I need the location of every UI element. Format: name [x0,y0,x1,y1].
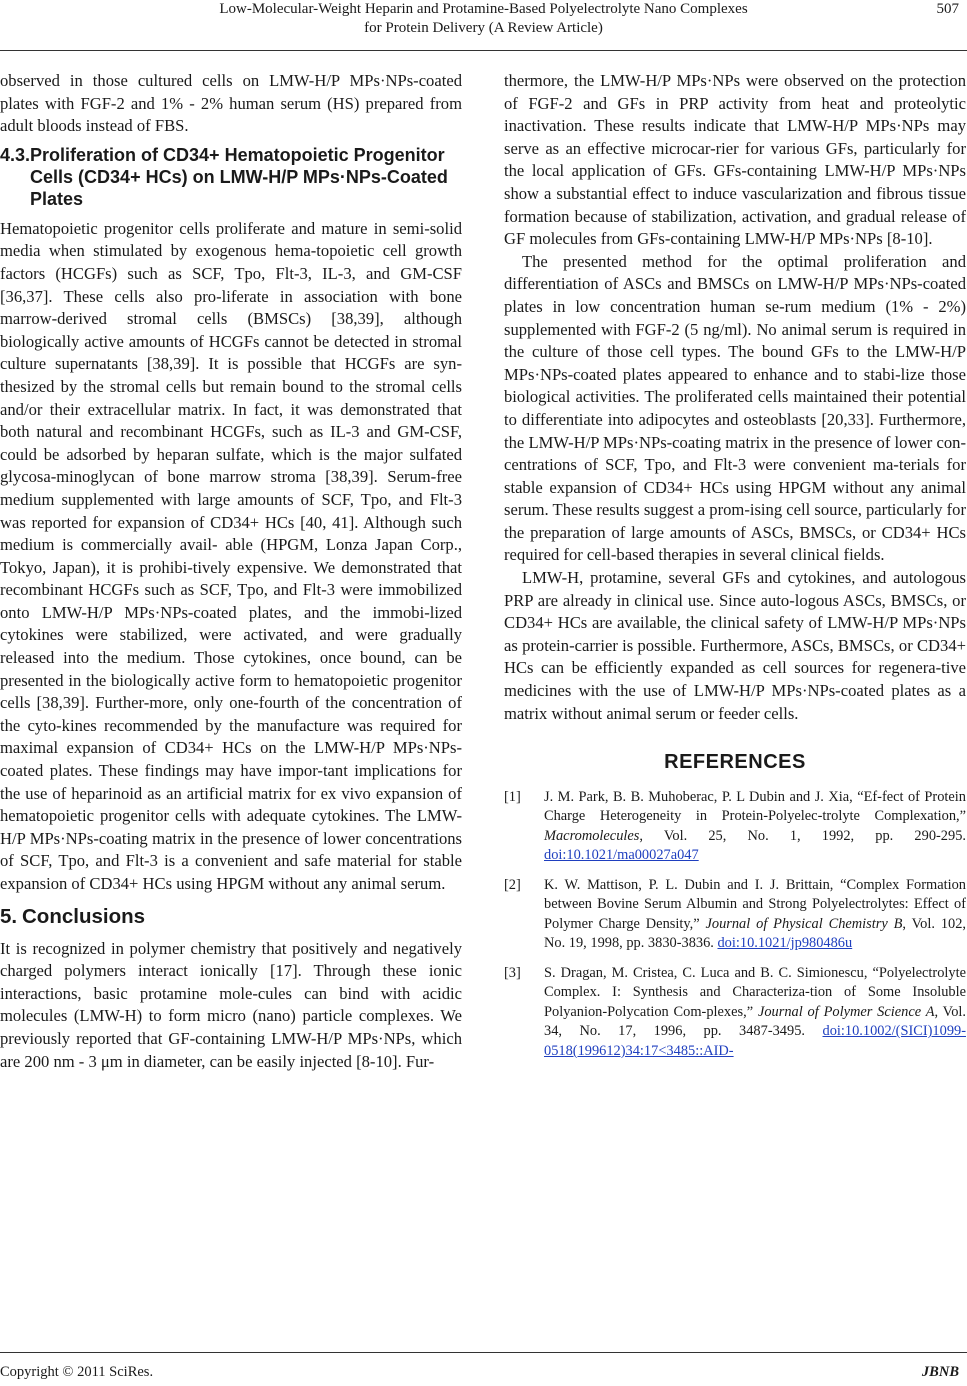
footer-rule [0,1352,967,1353]
reference-journal: Journal of Polymer Science A [757,1003,935,1020]
running-title-line1: Low-Molecular-Weight Heparin and Protamine-Based Polyelectrolyte Nano Complexes [219,1,748,17]
copyright-notice: Copyright © 2011 SciRes. [0,1364,154,1380]
reference-authors-title: K. W. Mattison, P. L. Dubin and I. J. Brittain, “Complex Formation between Bovine Serum Albumin and Strong Polyelectrolytes: Effect of Polymer Charge Density,” [544,876,966,932]
reference-text [544,964,966,1062]
section-heading-5 [0,906,462,928]
paragraph-section-4-3: Hematopoietic progenitor cells proliferate and mature in semi-solid media when stimulated by exogenous hema-topoietic cell growth factors (HCGFs) such as SCF, Tpo, Flt-3, IL-3, and GM-CSF [36,37]. These cells also pro-liferate in association with bone marrow-derived stromal cells (BMSCs) [38,39], although biologically active amounts of HCGFs cannot be detected in stromal culture supernatants [38,39]. It is possible that HCGFs are syn-thesized by the stromal cells but remain bound to the stromal cells and/or their extracellular matrix. In fact, it was demonstrated that both natural and recombinant HCGFs, such as IL-3 and GM-CSF, could be adsorbed by heparan sulfate, which is the major sulfated glycosa-minoglycan of bone marrow stroma [38,39]. Serum-free medium supplemented with large amounts of SCF, Tpo, and Flt-3 was reported for expansion of CD34+ HCs [40, 41]. Although such medium is commercially avail- able (HPGM, Lonza Japan Corp., Tokyo, Japan), it is prohibi-tively expensive. We demonstrated that recombinant HCGFs such as SCF, Tpo, and Flt-3 were immobilized onto LMW-H/P MPs·NPs-coated plates, and the immobi-lized cytokines were stabilized, were activated, and were gradually released into the medium. Those cytokines, once bound, can be presented in the biologically active form to hematopoietic progenitor cells [38,39]. Further-more, only one-fourth of the concentration of the cyto-kines recommended by the manufacture was required for maximal expansion of CD34+ HCs on the LMW-H/P MPs·NPs-coated plates. These findings may have impor-tant implications for the use of heparinoid as an artificial matrix for ex vivo expansion of hematopoietic progenitor cells with adequate cytokines. The LMW-H/P MPs·NPs-coating matrix in the presence of lower concentrations of SCF, Tpo, and Flt-3 is a convenient and safe material for stable expansion of CD34+ HCs using HPGM without any animal serum. [0,218,462,893]
right-column [504,70,966,1350]
reference-authors-title: S. Dragan, M. Cristea, C. Luca and B. C. Simionescu, “Polyelectrolyte Complex. I: Synthesis and Characteriza-tion of Some Insoluble Polyanion-Polycation Com-plexes,” [544,964,966,1020]
section-title: Proliferation of CD34+ Hematopoietic Progenitor Cells (CD34+ HCs) on LMW-H/P MPs·NPs-Coated Plates [30,144,448,209]
section-number: 5. [0,904,18,928]
reference-number: [3] [504,964,521,981]
paragraph-method: The presented method for the optimal proliferation and differentiation of ASCs and BMSCs on LMW-H/P MPs·NPs-coated plates in low concentration human se-rum medium (1% - 2%) supplemented with FGF-2 (5 ng/ml). No animal serum is required in the culture of those cell types. The bound GFs to the LMW-H/P MPs·NPs-coated plates appeared to enhance and to stabi-lize those biological activities. The proliferated cells maintained their potential to differentiate into adipocytes and osteoblasts [20,33]. Furthermore, the LMW-H/P MPs·NPs-coating matrix in the presence of lower con-centrations of SCF, Tpo, and Flt-3 were convenient ma-terials for stable expansion of CD34+ HCs using HPGM without any animal serum. These results suggest a prom-ising cell source, particularly for the preparation of large amounts of ASCs, BMSCs, or CD34+ HCs required for cell-based therapies in several clinical fields. [504,251,966,565]
reference-item [504,788,966,866]
reference-item [504,876,966,954]
reference-number: [1] [504,788,521,805]
doi-link[interactable]: doi:10.1021/ma00027a047 [544,847,699,864]
reference-number: [2] [504,876,521,893]
reference-journal: Macromolecules [544,827,640,844]
running-title-line2: for Protein Delivery (A Review Article) [364,20,603,36]
reference-details: , Vol. 25, No. 1, 1992, pp. 290-295. [639,827,966,844]
reference-journal: Journal of Physical Chemistry B [705,915,903,932]
reference-details: , Vol. 102, No. 19, 1998, pp. 3830-3836. [544,915,966,952]
references-heading: REFERENCES [664,751,806,774]
section-heading-4-3 [0,144,462,210]
page-footer [0,1352,967,1386]
header-rule [0,50,967,51]
reference-authors-title: J. M. Park, B. B. Muhoberac, P. L Dubin and J. Xia, “Ef-fect of Protein Charge Heterogeneity in Protein-Polyelec-trolyte Complexation,” [544,788,966,825]
section-title: Conclusions [22,904,146,928]
reference-item [504,964,966,1062]
page-header [0,0,967,52]
paragraph-intro: observed in those cultured cells on LMW-H/P MPs·NPs-coated plates with FGF-2 and 1% - 2% human serum (HS) prepared from adult bloods instead of FBS. [0,71,462,136]
paragraph-conclusions: It is recognized in polymer chemistry that positively and negatively charged polymers interact ionically [17]. Through these ionic interactions, basic protamine mole-cules can bind with acidic molecules (LMW-H) to form micro (nano) particle complexes. We previously reported that GF-containing LMW-H/P MPs·NPs, which are 200 nm - 3 μm in diameter, can be easily injected [8-10]. Fur- [0,938,462,1071]
reference-text [544,876,966,954]
running-title [0,0,967,38]
left-column [0,70,462,1350]
reference-details: , Vol. 34, No. 17, 1996, pp. 3487-3495. [544,1003,966,1040]
doi-link[interactable]: doi:10.1021/jp980486u [717,935,853,952]
reference-text [544,788,966,866]
journal-abbreviation: JBNB [921,1364,959,1380]
paragraph-continued: thermore, the LMW-H/P MPs·NPs were observed on the protection of FGF-2 and GFs in PRP activity from heat and proteolytic inactivation. These results indicate that LMW-H/P MPs·NPs may serve as an effective microcar-rier for various GFs, particularly for the local application of GFs. GFs-containing LMW-H/P MPs·NPs show a substantial effect to induce vascularization and fibrous tissue formation because of stabilization, activation, and gradual release of GF molecules from GFs-containing LMW-H/P MPs·NPs [8-10]. [504,71,966,249]
section-number: 4.3. [0,144,31,165]
paragraph-clinical: LMW-H, protamine, several GFs and cytokines, and autologous PRP are already in clinical use. Since auto-logous ASCs, BMSCs, or CD34+ HCs are available, the clinical safety of LMW-H/P MPs·NPs as protein-carrier is possible. Furthermore, ASCs, BMSCs, or CD34+ HCs can be efficiently expanded as cell sources for regenera-tive medicines with the use of LMW-H/P MPs·NPs-coated plates as a matrix without animal serum or feeder cells. [504,568,966,723]
doi-link[interactable]: doi:10.1002/(SICI)1099-0518(199612)34:17<3485::AID- [544,1023,966,1059]
page-number: 507 [936,1,959,17]
